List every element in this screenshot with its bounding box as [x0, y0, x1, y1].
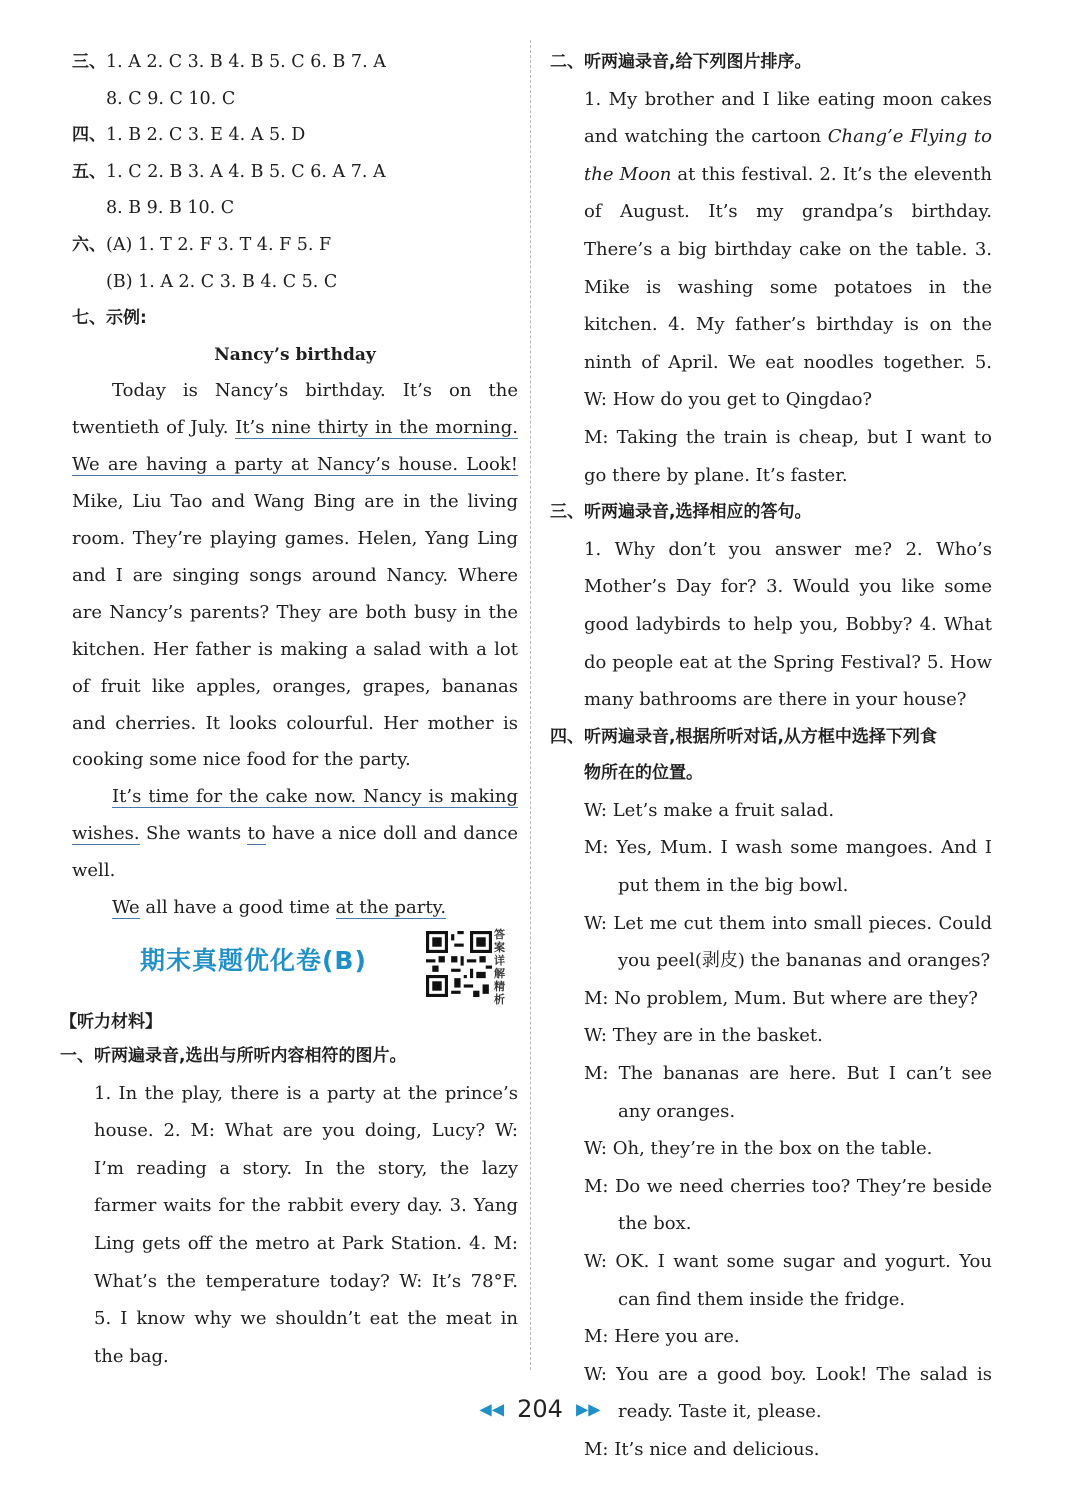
listening-heading-2: 二、听两遍录音,给下列图片排序。 — [550, 52, 812, 72]
dialogue-line: W: Let me cut them into small pieces. Could you peel(剥皮) the bananas and oranges? — [584, 912, 992, 972]
previous-page-icon[interactable]: ◀◀ — [479, 1399, 504, 1419]
left-listening-block — [60, 1038, 518, 1375]
dialogue-line: M: Here you are. — [584, 1326, 740, 1348]
essay-title: Nancy’s birthday — [214, 344, 376, 365]
qr-code-icon[interactable] — [426, 931, 492, 997]
listening-text-3: 1. Why don’t you answer me? 2. Who’s Mother’s Day for? 3. Would you like some good ladybirds to help you, Bobby? 4. What do people eat at the Spring Festival? 5. How many bathrooms are there in your house? — [584, 538, 992, 711]
underlined-phrase: at the party. — [335, 897, 447, 919]
answers-section-7: 七、示例: — [72, 308, 147, 329]
cartoon-title: Chang’e Flying to the Moon — [584, 126, 993, 185]
answers-row: 1. A 2. C 3. B 4. B 5. C 6. B 7. A — [106, 52, 386, 72]
answers-section-3: 三、1. A 2. C 3. B 4. B 5. C 6. B 7. A — [72, 52, 386, 72]
dialogue-line: W: OK. I want some sugar and yogurt. You can find them inside the fridge. — [584, 1251, 992, 1310]
listening-material-tag: 【听力材料】 — [60, 1012, 162, 1032]
essay-paragraph-1: Today is Nancy’s birthday. It’s on the twentieth of July. It’s nine thirty in the morning. We are having a party at Nancy’s house. Look! Mike, Liu Tao and Wang Bing are in the living room. They’re playing games. Helen, Yang Ling and I are singing songs around Nancy. Where are Nancy’s parents? They are both busy in the kitchen. Her father is making a salad with a lot of fruit like apples, oranges, grapes, bananas and cherries. It looks colourful. Her mother is cooking some nice food for the party. — [72, 380, 518, 771]
listening-heading-4-cont: 物所在的位置。 — [584, 763, 703, 784]
listening-text-2-reply: M: Taking the train is cheap, but I want to go there by plane. It’s faster. — [584, 426, 992, 486]
underlined-phrase: We are having a party at Nancy’s house. Look! — [72, 454, 518, 476]
left-column — [72, 44, 518, 927]
dialogue-line: M: The bananas are here. But I can’t see any oranges. — [584, 1063, 992, 1122]
underlined-phrase: to — [247, 823, 266, 845]
page-footer — [0, 1395, 1080, 1423]
listening-text-1: 1. In the play, there is a party at the prince’s house. 2. M: What are you doing, Lucy? W: I’m reading a story. In the story, the lazy farmer waits for the rabbit every day. 3. Yang Ling gets off the metro at Park Station. 4. M: What’s the temperature today? W: It’s 78°F. 5. I know why we shouldn’t eat the meat in the bag. — [94, 1082, 518, 1367]
right-column — [550, 44, 992, 1469]
answers-section-3-row2: 8. C 9. C 10. C — [106, 88, 236, 109]
answers-section-4: 四、1. B 2. C 3. E 4. A 5. D — [72, 125, 306, 146]
answers-section-5: 五、1. C 2. B 3. A 4. B 5. C 6. A 7. A — [72, 161, 386, 182]
answers-section-6: 六、(A) 1. T 2. F 3. T 4. F 5. F — [72, 234, 332, 255]
qr-caption: 答案详解精析 — [494, 928, 505, 1006]
dialogue-line: W: You are a good boy. Look! The salad is ready. Taste it, please. — [584, 1363, 992, 1423]
essay-paragraph-2: It’s time for the cake now. Nancy is making wishes. She wants to have a nice doll and dance well. — [72, 786, 518, 882]
column-divider — [530, 40, 531, 1370]
dialogue-line: M: Yes, Mum. I wash some mangoes. And I put them in the big bowl. — [584, 837, 992, 897]
dialogue-line: M: It’s nice and delicious. — [584, 1438, 820, 1460]
answers-section-5-row2: 8. B 9. B 10. C — [106, 198, 235, 219]
listening-heading-1: 一、听两遍录音,选出与所听内容相符的图片。 — [60, 1046, 407, 1066]
dialogue-line: W: Oh, they’re in the box on the table. — [584, 1138, 933, 1160]
exam-title: 期末真题优化卷(B) — [140, 946, 367, 975]
dialogue-line: W: Let’s make a fruit salad. — [584, 799, 835, 821]
listening-heading-4: 四、听两遍录音,根据所听对话,从方框中选择下列食 — [550, 726, 937, 747]
dialogue-line: M: No problem, Mum. But where are they? — [584, 987, 978, 1009]
essay-paragraph-3: We all have a good time at the party. — [112, 897, 447, 919]
underlined-phrase: It’s nine thirty in the morning. — [235, 417, 518, 439]
listening-text-2: 1. My brother and I like eating moon cakes and watching the cartoon Chang’e Flying to the Moon at this festival. 2. It’s the eleventh of August. It’s my grandpa’s birthday. There’s a big birthday cake on the table. 3. Mike is washing some potatoes in the kitchen. 4. My father’s birthday is on the ninth of April. We eat noodles together. 5. W: How do you get to Qingdao? — [584, 88, 993, 411]
listening-heading-3: 三、听两遍录音,选择相应的答句。 — [550, 502, 812, 523]
dialogue-line: M: Do we need cherries too? They’re beside the box. — [584, 1175, 992, 1235]
underlined-phrase: We — [112, 897, 140, 919]
underlined-phrase: It’s time for the cake now. Nancy is making wishes. — [72, 786, 518, 845]
page-number: 204 — [517, 1395, 563, 1423]
answers-section-6-row-b: (B) 1. A 2. C 3. B 4. C 5. C — [106, 271, 338, 292]
next-page-icon[interactable]: ▶▶ — [576, 1399, 601, 1419]
dialogue-line: W: They are in the basket. — [584, 1025, 823, 1047]
